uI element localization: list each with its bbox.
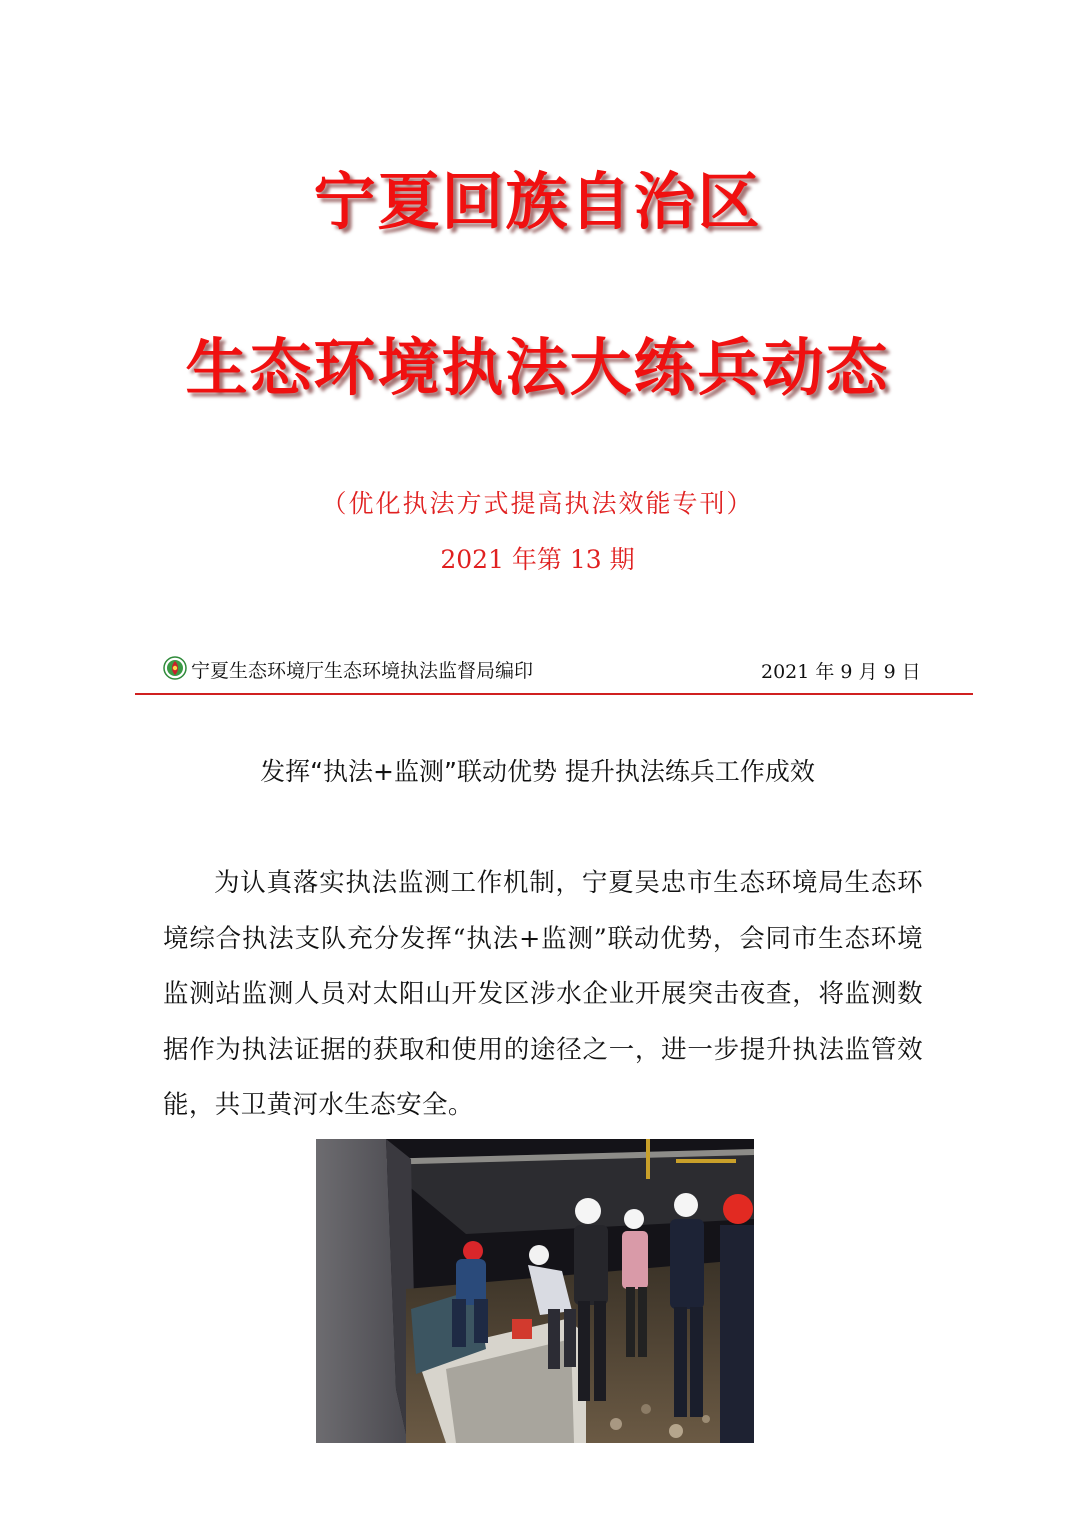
issue-number: 2021 年第 13 期 (440, 545, 635, 574)
masthead-title-line1: 宁夏回族自治区 (313, 165, 762, 238)
masthead-title-line2: 生态环境执法大练兵动态 (185, 331, 890, 404)
night-inspection-photo (316, 1139, 754, 1443)
issuer-bar (163, 656, 923, 686)
issuer-name: 宁夏生态环境厅生态环境执法监督局编印 (191, 660, 534, 682)
article-headline: 发挥“执法+监测”联动优势 提升执法练兵工作成效 (260, 757, 815, 786)
article-photo (316, 1139, 754, 1443)
article-body: 为认真落实执法监测工作机制，宁夏吴忠市生态环境局生态环境综合执法支队充分发挥“执法+监测”联动优势，会同市生态环境监测站监测人员对太阳山开发区涉水企业开展突击夜查，将监测数据作为执法证据的获取和使用的途径之一，进一步提升执法监管效能，共卫黄河水生态安全。 (163, 868, 923, 1121)
header-divider (135, 693, 973, 695)
ecology-agency-logo-icon (163, 656, 187, 680)
special-issue-label: （优化执法方式提高执法效能专刊） (321, 489, 754, 518)
issue-date: 2021 年 9 月 9 日 (761, 661, 921, 683)
